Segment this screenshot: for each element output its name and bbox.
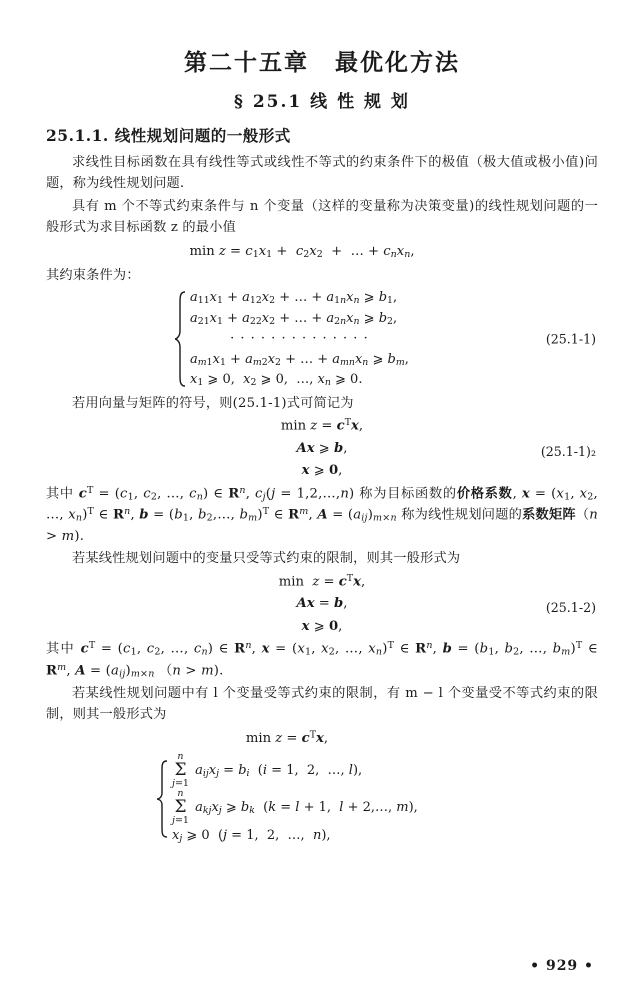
chapter-label: 第二十五章 [184,49,309,76]
page-number: • 929 • [530,958,594,974]
matrix-form-2-line-3: x ⩾ 0, [301,618,343,634]
subsection-title: 25.1.1. 线性规划问题的一般形式 [46,126,291,145]
paragraph-3: 其约束条件为： [46,267,140,283]
matrix-form-1-line-2: Ax ⩾ b, [296,440,348,456]
equation-tag-1: (25.1-1) [545,331,596,347]
matrix-form-1-line-3: x ⩾ 0, [301,463,343,479]
equation-tag-2: (25.1-1)₂ [540,444,596,460]
chapter-name: 最优化方法 [335,49,460,76]
left-brace-icon [174,288,186,390]
paragraph-6: 若某线性规划问题中的变量只受等式约束的限制，则其一般形式为 [72,551,461,567]
matrix-form-1 [46,415,598,483]
final-constraint-lines [172,752,418,846]
matrix-form-2-line-2: Ax = b, [296,596,348,612]
paragraph-5: 其中 $c^T = (c_1$, $c_2$, …, $c_n$) ∈ $R^n$, $c_j(j$ = 1,2,…,n) 称为目标函数的价格系数, $x = (x_1$, $x_2$, …, $x_n)^T$ ∈ $R^n$, $b = (b_1$, $b_2,\dots$, $b_m)^T$ ∈ $R^m$, $A = (a_{ij})_{m\times n}$ 称为线性规划问题的系数矩阵（n > m). [46,484,598,545]
paragraph-7: 其中 $c^T = (c_1$, $c_2$, …, $c_n$) ∈ $R^n$, $x = (x_1$, $x_2$, …, $x_n)^T$ ∈ $R^n$, $b = (b_1$, $b_2$, …, $b_m)^T$ ∈ $R^m$, $A = (a_{ij})_{m\times n}$ （n > m). [46,640,598,680]
paragraph-2: 具有 m 个不等式约束条件与 n 个变量（这样的变量称为决策变量)的线性规划问题的一般形式为求目标函数 z 的最小值 [46,198,598,236]
final-constraint-line-2: n Σ j=1 $a_{kj}x_j$ ⩾ $b_k$ (k = l + 1, l + 2,…, m), [172,788,418,827]
matrix-form-2 [46,571,598,639]
left-brace-icon-2 [156,752,168,846]
paragraph-8: 若某线性规划问题中有 l 个变量受等式约束的限制，有 m − l 个变量受不等式约束的限制，则其一般形式为 [46,685,598,723]
constraint-line-4: $x_1$ ⩾ 0, $x_2$ ⩾ 0, …, $x_n$ ⩾ 0. [190,372,363,389]
paragraph-4: 若用向量与矩阵的符号，则(25.1-1)式可简记为 [72,395,354,411]
equation-min-1: $\min z = c_1x_1 + c_2x_2$ + … + $c_nx_n$, [189,243,415,260]
paragraph-1: 求线性目标函数在具有线性等式或线性不等式的约束条件下的极值（极大值或极小值)问题，称为线性规划问题. [46,155,598,192]
summation-icon-2: n Σ j=1 [172,788,189,827]
matrix-form-2-line-1: $\min z = c^Tx$, [278,572,366,590]
summation-icon-1: n Σ j=1 [172,751,189,790]
constraint-system-1 [46,288,598,390]
constraint-lines [190,288,409,390]
final-constraint-line-3: $x_j$ ⩾ 0 (j = 1, 2, …, n), [172,828,331,845]
final-constraint-line-1: n Σ j=1 $a_{ij}x_j = b_i$ (i = 1, 2, …, l), [172,751,363,790]
matrix-form-1-line-1: $\min z = c^Tx$, [280,417,364,434]
constraint-line-2: $a_{21}x_1 + a_{22}x_2$ + … + $a_{2n}x_n$ ⩾ $b_2$, [190,310,398,327]
final-constraint-system [46,752,598,846]
constraint-line-ellipsis: · · · · · · · · · · · · · · [230,331,369,347]
constraint-line-3: $a_{m1}x_1 + a_{m2}x_2$ + … + $a_{mn}x_n$ ⩾ $b_m$, [190,351,409,368]
page-title [46,44,598,77]
final-objective: $\min z = c^Tx$, [245,729,329,746]
equation-tag-3: (25.1-2) [545,599,596,615]
constraint-line-1: $a_{11}x_1 + a_{12}x_2$ + … + $a_{1n}x_n$ ⩾ $b_1$, [190,290,398,307]
section-title: § 25.1 线 性 规 划 [234,92,410,112]
